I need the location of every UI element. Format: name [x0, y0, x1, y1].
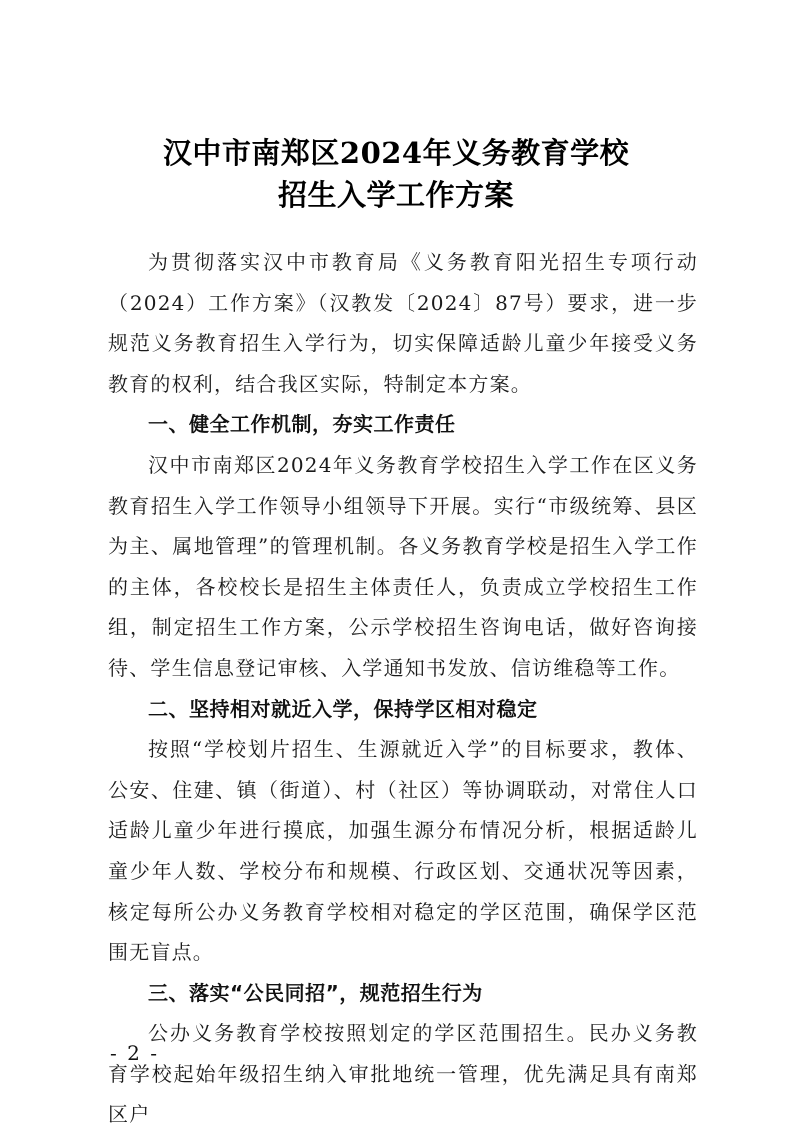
section-3-paragraph: 公办义务教育学校按照划定的学区范围招生。民办义务教育学校起始年级招生纳入审批地统一管理，优先满足具有南郑区户 [108, 1021, 698, 1127]
page-number: - 2 - [110, 1041, 159, 1065]
section-3-heading: 三、落实“公民同招”，规范招生行为 [148, 980, 483, 1005]
document-title-line-2: 招生入学工作方案 [277, 178, 514, 212]
section-2-heading: 二、坚持相对就近入学，保持学区相对稳定 [148, 696, 538, 721]
section-2-paragraph: 按照“学校划片招生、生源就近入学”的目标要求，教体、公安、住建、镇（街道）、村（社区）等协调联动，对常住人口适龄儿童少年进行摸底，加强生源分布情况分析，根据适龄儿童少年人数、学校分布和规模、行政区划、交通状况等因素，核定每所公办义务教育学校相对稳定的学区范围，确保学区范围无盲点。 [108, 737, 698, 965]
section-1-paragraph: 汉中市南郑区2024年义务教育学校招生入学工作在区义务教育招生入学工作领导小组领导下开展。实行“市级统筹、县区为主、属地管理”的管理机制。各义务教育学校是招生入学工作的主体，各校校长是招生主体责任人，负责成立学校招生工作组，制定招生工作方案，公示学校招生咨询电话，做好咨询接待、学生信息登记审核、入学通知书发放、信访维稳等工作。 [108, 452, 698, 680]
section-1-heading: 一、健全工作机制，夯实工作责任 [148, 412, 456, 437]
intro-paragraph: 为贯彻落实汉中市教育局《义务教育阳光招生专项行动（2024）工作方案》（汉教发〔2024〕87号）要求，进一步规范义务教育招生入学行为，切实保障适龄儿童少年接受义务教育的权利，结合我区实际，特制定本方案。 [108, 250, 698, 396]
document-body [108, 242, 698, 1135]
document-title-line-1: 汉中市南郑区2024年义务教育学校 [162, 136, 630, 170]
